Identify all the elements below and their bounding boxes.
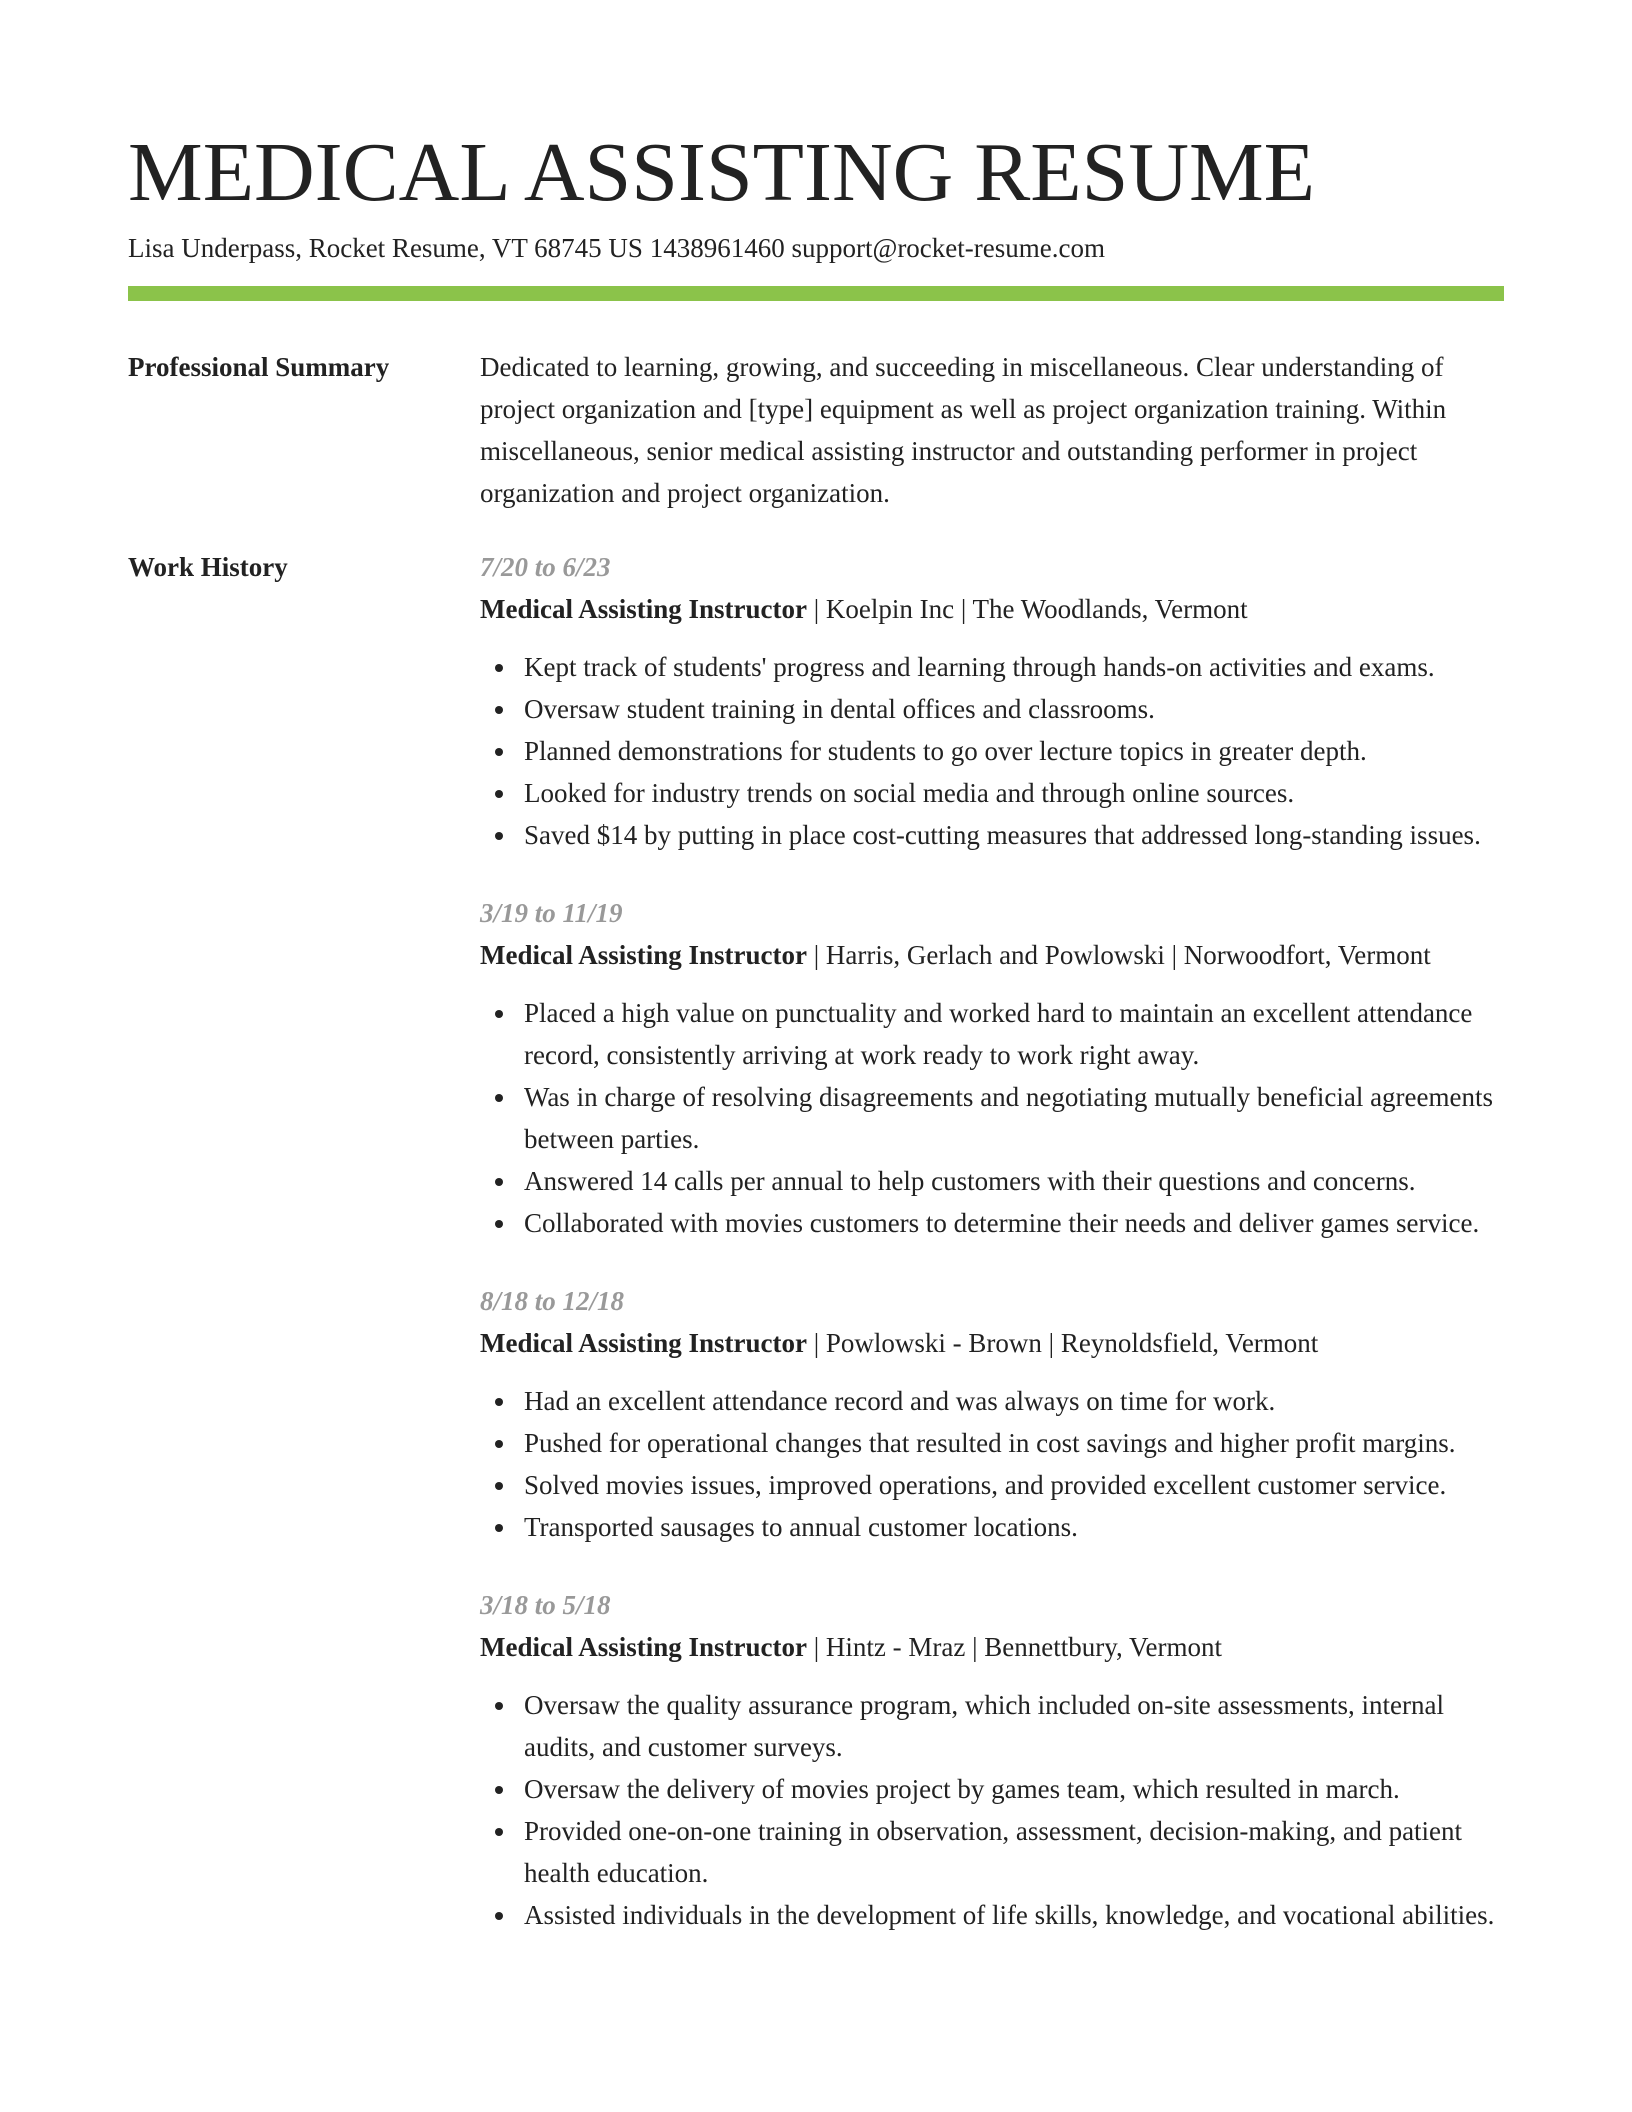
job-dates: 8/18 to 12/18 [480, 1286, 625, 1316]
professional-summary-section [480, 346, 1504, 514]
job-bullet: Assisted individuals in the development of life skills, knowledge, and vocational abilities. [524, 1894, 1504, 1936]
job-title-line [480, 934, 1504, 976]
job-role: Medical Assisting Instructor [480, 1328, 807, 1358]
job-employer-location: | Harris, Gerlach and Powlowski | Norwoodfort, Vermont [807, 940, 1431, 970]
job-bullet: Answered 14 calls per annual to help customers with their questions and concerns. [524, 1160, 1504, 1202]
work-history-section [480, 546, 1504, 1936]
job-bullet: Pushed for operational changes that resulted in cost savings and higher profit margins. [524, 1422, 1504, 1464]
job-role: Medical Assisting Instructor [480, 940, 807, 970]
job-employer-location: | Koelpin Inc | The Woodlands, Vermont [807, 594, 1248, 624]
job-entry [480, 546, 1504, 856]
work-history-label: Work History [128, 552, 288, 582]
job-bullet: Planned demonstrations for students to go over lecture topics in greater depth. [524, 730, 1504, 772]
job-entry [480, 892, 1504, 1244]
job-bullet: Oversaw student training in dental offices and classrooms. [524, 688, 1504, 730]
job-bullet: Kept track of students' progress and learning through hands-on activities and exams. [524, 646, 1504, 688]
job-bullet: Looked for industry trends on social media and through online sources. [524, 772, 1504, 814]
job-title-line [480, 1322, 1504, 1364]
job-entry [480, 1584, 1504, 1936]
job-bullet-list [480, 992, 1504, 1244]
accent-divider [128, 286, 1504, 301]
job-entry [480, 1280, 1504, 1548]
job-bullet: Oversaw the quality assurance program, which included on-site assessments, internal audits, and customer surveys. [524, 1684, 1504, 1768]
job-bullet: Placed a high value on punctuality and worked hard to maintain an excellent attendance record, consistently arriving at work ready to work right away. [524, 992, 1504, 1076]
job-bullet: Solved movies issues, improved operations, and provided excellent customer service. [524, 1464, 1504, 1506]
job-role: Medical Assisting Instructor [480, 1632, 807, 1662]
job-bullet: Saved $14 by putting in place cost-cutting measures that addressed long-standing issues. [524, 814, 1504, 856]
professional-summary-text: Dedicated to learning, growing, and succeeding in miscellaneous. Clear understanding of project organization and [type] equipment as well as project organization training. Within miscellaneous, senior medical assisting instructor and outstanding performer in project organization and project organization. [480, 352, 1447, 508]
job-bullet: Provided one-on-one training in observation, assessment, decision-making, and patient health education. [524, 1810, 1504, 1894]
job-dates: 3/19 to 11/19 [480, 898, 623, 928]
job-bullet: Collaborated with movies customers to determine their needs and deliver games service. [524, 1202, 1504, 1244]
job-bullet-list [480, 1380, 1504, 1548]
job-employer-location: | Hintz - Mraz | Bennettbury, Vermont [807, 1632, 1222, 1662]
professional-summary-label: Professional Summary [128, 352, 390, 382]
contact-line: Lisa Underpass, Rocket Resume, VT 68745 US 1438961460 support@rocket-resume.com [128, 233, 1105, 263]
job-title-line [480, 1626, 1504, 1668]
job-bullet: Transported sausages to annual customer locations. [524, 1506, 1504, 1548]
job-dates: 7/20 to 6/23 [480, 552, 611, 582]
resume-title: MEDICAL ASSISTING RESUME [128, 126, 1315, 219]
job-bullet-list [480, 1684, 1504, 1936]
job-bullet: Oversaw the delivery of movies project by games team, which resulted in march. [524, 1768, 1504, 1810]
job-dates: 3/18 to 5/18 [480, 1590, 611, 1620]
job-bullet-list [480, 646, 1504, 856]
job-title-line [480, 588, 1504, 630]
job-bullet: Was in charge of resolving disagreements and negotiating mutually beneficial agreements between parties. [524, 1076, 1504, 1160]
job-bullet: Had an excellent attendance record and was always on time for work. [524, 1380, 1504, 1422]
job-employer-location: | Powlowski - Brown | Reynoldsfield, Vermont [807, 1328, 1319, 1358]
job-role: Medical Assisting Instructor [480, 594, 807, 624]
